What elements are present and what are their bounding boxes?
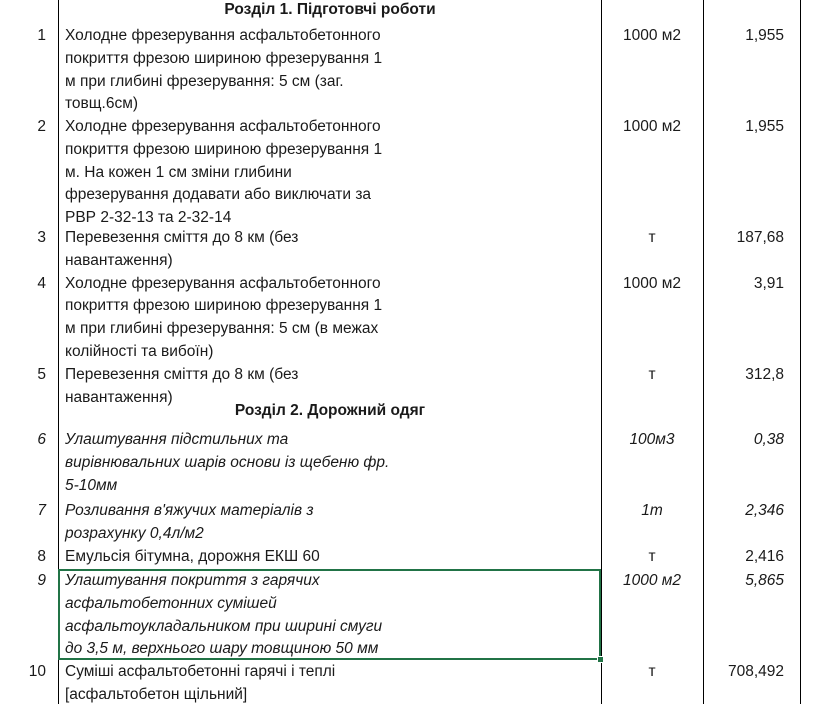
row-number[interactable]: 10 [28,663,46,680]
section-header-1: Розділ 1. Підготовчі роботи [224,1,436,18]
row-unit[interactable]: 1000 м2 [622,572,682,589]
row-number[interactable]: 7 [37,502,46,519]
row-unit[interactable]: 1000 м2 [622,274,682,292]
row-description-line[interactable]: розрахунку 0,4л/м2 [65,524,204,542]
row-description-line[interactable]: асфальтобетонних сумішей [65,594,277,612]
row-number[interactable]: 8 [37,548,46,565]
row-description-line[interactable]: 5-10мм [65,476,118,494]
row-description-line[interactable]: колійності та вибоїн) [65,343,214,360]
row-quantity[interactable]: 3,91 [753,274,784,292]
row-unit[interactable]: т [648,548,656,565]
row-number[interactable]: 5 [37,365,46,383]
row-description-line[interactable]: навантаження) [65,388,173,406]
row-quantity[interactable]: 0,38 [753,431,784,448]
column-rule-unit [703,0,704,704]
row-description-line[interactable]: навантаження) [65,251,173,269]
column-rule-quantity [800,0,801,704]
row-number[interactable]: 3 [37,229,46,246]
row-description-line[interactable]: Перевезення сміття до 8 км (без [65,229,299,246]
row-number[interactable]: 4 [37,274,46,292]
row-unit[interactable]: т [648,663,656,680]
row-description-line[interactable]: товщ.6см) [65,95,139,113]
row-quantity[interactable]: 1,955 [745,118,784,135]
row-unit[interactable]: 100м3 [629,431,675,448]
row-description-line[interactable]: м при глибині фрезерування: 5 см (заг. [65,72,344,90]
row-description-line[interactable]: покриття фрезою шириною фрезерування 1 [65,140,383,158]
row-description-line[interactable]: Перевезення сміття до 8 км (без [65,365,299,383]
row-description-line[interactable]: Розливання в'яжучих матеріалів з [65,502,314,519]
cell-fill-handle[interactable] [597,656,604,663]
row-quantity[interactable]: 187,68 [736,229,784,246]
row-description-line[interactable]: фрезерування додавати або виключати за [65,186,372,204]
row-unit[interactable]: т [648,365,656,383]
row-quantity[interactable]: 708,492 [727,663,784,680]
row-quantity[interactable]: 312,8 [745,365,784,383]
row-description-line[interactable]: Суміші асфальтобетонні гарячі і теплі [65,663,336,680]
row-description-line[interactable]: РВР 2-32-13 та 2-32-14 [65,209,232,227]
column-rule-description [601,0,602,704]
row-description-line[interactable]: вирівнювальних шарів основи із щебеню фр. [65,453,390,471]
row-description-line[interactable]: [асфальтобетон щільний] [65,685,248,703]
row-description-line[interactable]: Холодне фрезерування асфальтобетонного [65,274,381,292]
row-description-line[interactable]: м при глибині фрезерування: 5 см (в межах [65,320,379,338]
row-number[interactable]: 1 [37,27,46,44]
row-number[interactable]: 2 [37,118,46,135]
row-description-line[interactable]: Холодне фрезерування асфальтобетонного [65,118,381,135]
row-description-line[interactable]: м. На кожен 1 см зміни глибини [65,163,292,181]
row-description-line[interactable]: покриття фрезою шириною фрезерування 1 [65,49,383,67]
row-description-line[interactable]: Холодне фрезерування асфальтобетонного [65,27,381,44]
row-description-line[interactable]: до 3,5 м, верхнього шару товщиною 50 мм [65,640,379,658]
row-quantity[interactable]: 5,865 [745,572,784,589]
row-description-line[interactable]: Улаштування підстильних та [65,431,289,448]
row-number[interactable]: 9 [37,572,46,589]
row-unit[interactable]: 1000 м2 [622,27,682,44]
row-quantity[interactable]: 2,416 [745,548,784,565]
row-description-line[interactable]: асфальтоукладальником при ширині смуги [65,617,383,635]
row-quantity[interactable]: 1,955 [745,27,784,44]
row-unit[interactable]: т [648,229,656,246]
row-quantity[interactable]: 2,346 [745,502,784,519]
row-description-line[interactable]: Улаштування покриття з гарячих [65,572,320,589]
row-description-line[interactable]: покриття фрезою шириною фрезерування 1 [65,297,383,315]
row-number[interactable]: 6 [37,431,46,448]
row-unit[interactable]: 1т [641,502,663,519]
row-unit[interactable]: 1000 м2 [622,118,682,135]
row-description-line[interactable]: Емульсія бітумна, дорожня ЕКШ 60 [65,548,320,565]
section-header-2: Розділ 2. Дорожний одяг [234,402,426,419]
